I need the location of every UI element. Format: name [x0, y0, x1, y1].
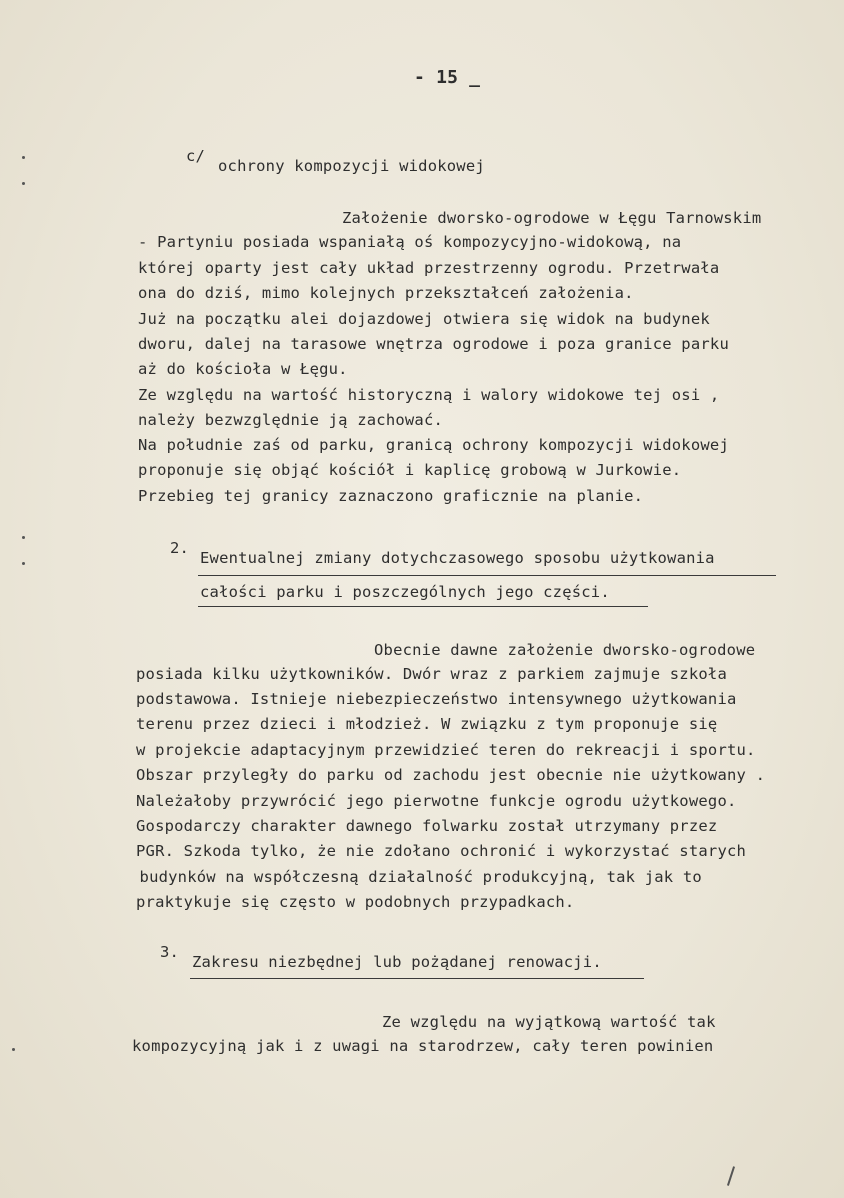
text-line: której oparty jest cały układ przestrzenny ogrodu. Przetrwała — [138, 259, 720, 277]
underline — [190, 978, 644, 979]
text-line: Należałoby przywrócić jego pierwotne funkcje ogrodu użytkowego. — [136, 792, 737, 810]
binding-mark — [22, 156, 25, 159]
section-c-marker: c/ — [186, 147, 206, 165]
text-line: - Partyniu posiada wspaniałą oś kompozycyjno-widokową, na — [138, 233, 682, 251]
text-line: podstawowa. Istnieje niebezpieczeństwo intensywnego użytkowania — [136, 690, 737, 708]
text-line: w projekcie adaptacyjnym przewidzieć teren do rekreacji i sportu. — [136, 741, 756, 759]
pencil-mark — [727, 1166, 735, 1185]
text-line: ona do dziś, mimo kolejnych przekształceń założenia. — [138, 284, 634, 302]
text-line: Gospodarczy charakter dawnego folwarku został utrzymany przez — [136, 817, 718, 835]
section-3-heading: Zakresu niezbędnej lub pożądanej renowacji. — [192, 953, 602, 971]
text-line: praktykuje się często w podobnych przypadkach. — [136, 893, 575, 911]
section-c-heading: ochrony kompozycji widokowej — [218, 157, 485, 175]
binding-mark — [22, 562, 25, 565]
underline — [198, 575, 776, 576]
binding-mark — [22, 536, 25, 539]
section-2-heading-line1: Ewentualnej zmiany dotychczasowego sposobu użytkowania — [200, 549, 715, 567]
text-line: Ze względu na wartość historyczną i walory widokowe tej osi , — [138, 386, 720, 404]
binding-mark — [12, 1048, 15, 1051]
text-line: terenu przez dzieci i młodzież. W związku z tym proponuje się — [136, 715, 718, 733]
text-line: Obszar przyległy do parku od zachodu jest obecnie nie użytkowany . — [136, 766, 766, 784]
text-line: proponuje się objąć kościół i kaplicę grobową w Jurkowie. — [138, 461, 682, 479]
text-line: Ze względu na wyjątkową wartość tak — [382, 1013, 716, 1031]
text-line: aż do kościoła w Łęgu. — [138, 360, 348, 378]
text-line: kompozycyjną jak i z uwagi na starodrzew, cały teren powinien — [132, 1037, 714, 1055]
section-2-heading-line2: całości parku i poszczególnych jego części. — [200, 583, 610, 601]
text-line: Obecnie dawne założenie dworsko-ogrodowe — [374, 641, 756, 659]
text-line: posiada kilku użytkowników. Dwór wraz z parkiem zajmuje szkoła — [136, 665, 727, 683]
text-line: Już na początku alei dojazdowej otwiera się widok na budynek — [138, 310, 710, 328]
section-2-number: 2. — [170, 539, 190, 557]
section-3-number: 3. — [160, 943, 180, 961]
text-line: Przebieg tej granicy zaznaczono graficznie na planie. — [138, 487, 644, 505]
text-line: budynków na współczesną działalność produkcyjną, tak jak to — [130, 868, 702, 886]
binding-mark — [22, 182, 25, 185]
underline — [198, 606, 648, 607]
text-line: należy bezwzględnie ją zachować. — [138, 411, 444, 429]
text-line: Założenie dworsko-ogrodowe w Łęgu Tarnowskim — [342, 209, 762, 227]
text-line: PGR. Szkoda tylko, że nie zdołano ochronić i wykorzystać starych — [136, 842, 747, 860]
page-number: - 15 _ — [414, 67, 481, 88]
text-line: Na południe zaś od parku, granicą ochrony kompozycji widokowej — [138, 436, 729, 454]
text-line: dworu, dalej na tarasowe wnętrza ogrodowe i poza granice parku — [138, 335, 729, 353]
